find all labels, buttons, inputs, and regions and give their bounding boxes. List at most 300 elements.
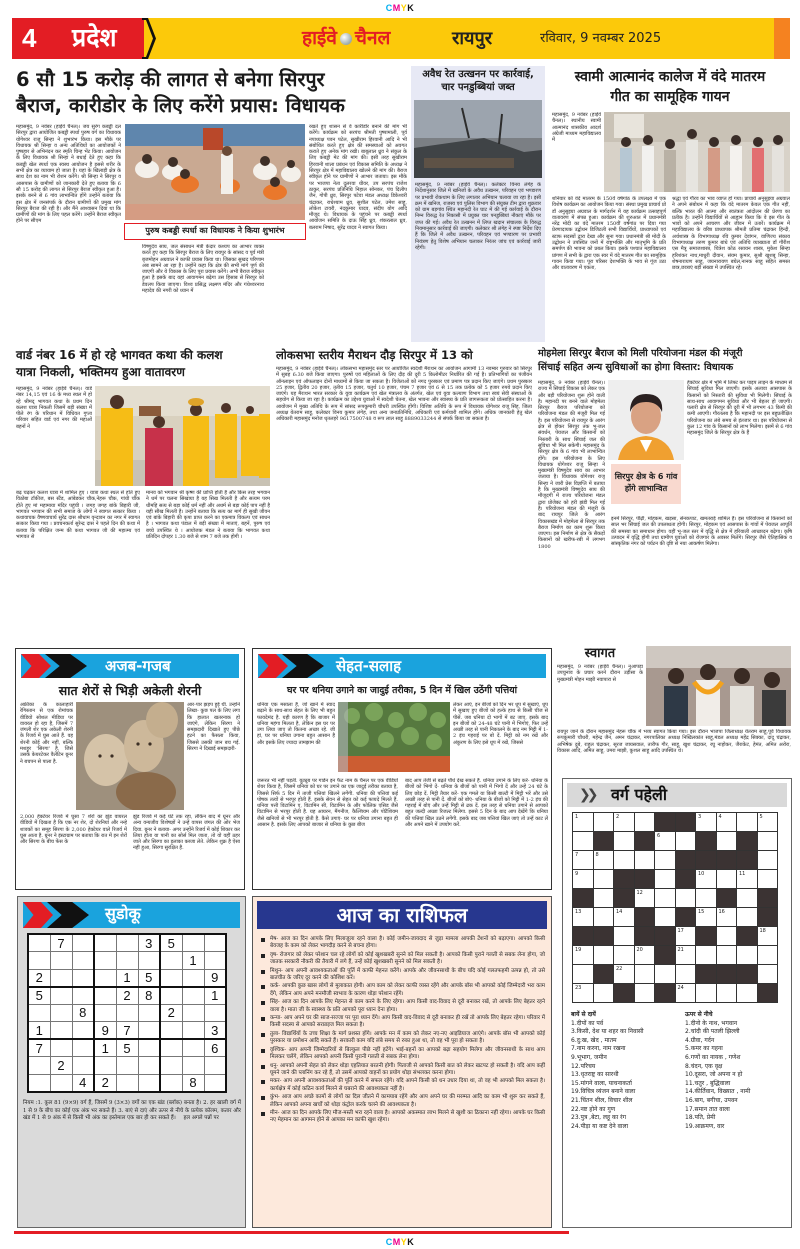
crossword-black-cell	[716, 851, 737, 870]
crossword-cell[interactable]: 1	[573, 813, 594, 832]
sudoku-cell[interactable]	[72, 934, 94, 952]
crossword-row	[573, 889, 778, 908]
crossword-cell[interactable]	[593, 984, 614, 1003]
article-kalash-col-2: मानव को भगवान श्री कृष्ण की प्राप्ति होती है और किस तरह भगवान ने धर्म पर चलना सिखाया है यह सिख मिलती है और सत्यम परम धीमहि सत्य से बड़ा कोई धर्म नहीं और अधर्म से बड़ा कोई पाप नहीं है यही सीख मिलती है। उन्होंने बताया कि सत्य का मार्ग ही सुखी जीवन एवं बांके बिहारी की कृपा प्राप्त करने का एकमात्र विकल्प एवं साधन है । भागवत कथा पंडाल में बड़ी संख्या में माताएं, बहनें, पुरुष एवं बच्चे उपस्थित थे । आयोजक मंडल ने बताया कि भागवत कथा प्रतिदिन दोपहर 1.30 बजे से शाम 7 बजे तक होगी ।	[146, 490, 270, 541]
sudoku-solution-note: हल अगले पन्नों पर	[183, 1115, 219, 1122]
crossword-grid[interactable]	[572, 812, 778, 1003]
crossword-cell[interactable]: 18	[757, 927, 778, 946]
sudoku-cell: 7	[50, 934, 72, 952]
crossword-cell[interactable]	[614, 927, 635, 946]
crossword-cell[interactable]	[634, 851, 655, 870]
sudoku-cell: 2	[94, 1074, 116, 1092]
crossword-cell[interactable]: 11	[737, 870, 758, 889]
sudoku-cell[interactable]	[138, 1057, 160, 1075]
sudoku-cell[interactable]	[182, 1022, 204, 1040]
sudoku-title: सुडोकू	[105, 904, 141, 923]
crossword-cell[interactable]: 15	[696, 908, 717, 927]
article-lioness-col-2: आर-पार झड़प हुई थी. उन्होंने लिखा- कुछ पल के लिए लगा कि हालात खतरनाक हो जाएंगे, लेकिन सिरगा ने समझदारी दिखाते हुए पीछे हटने का फैसला किया, जिससे उसकी जान बच गई. सिरगा ने दिखाई समझदारी-	[187, 702, 240, 753]
sudoku-cell: 3	[138, 934, 160, 952]
cmyk-registration-top	[0, 3, 800, 13]
crossword-black-cell	[757, 908, 778, 927]
crossword-black-cell	[593, 832, 614, 851]
crossword-black-cell	[634, 927, 655, 946]
sudoku-cell[interactable]	[138, 1004, 160, 1022]
crossword-cell[interactable]	[634, 965, 655, 984]
sudoku-row	[28, 1004, 226, 1022]
sudoku-cell[interactable]	[116, 1057, 138, 1075]
crossword-row	[573, 851, 778, 870]
sehat-salah-title: सेहत-सलाह	[336, 657, 402, 675]
sudoku-cell[interactable]	[50, 952, 72, 970]
sudoku-cell: 6	[204, 1039, 226, 1057]
sudoku-cell[interactable]	[94, 1057, 116, 1075]
clue-across: 19.विचित्र व्यंजन बनाने वाला	[571, 1088, 636, 1096]
clue-across: 12.परिचय	[571, 1062, 596, 1070]
crossword-cell[interactable]	[614, 832, 635, 851]
crossword-cell[interactable]: 4	[716, 813, 737, 832]
crossword-black-cell	[634, 870, 655, 889]
crossword-cell[interactable]	[593, 889, 614, 908]
crossword-cell[interactable]	[716, 870, 737, 889]
sudoku-cell[interactable]	[50, 1074, 72, 1092]
horoscope-title: आज का राशिफल	[257, 901, 547, 929]
crossword-cell[interactable]	[573, 832, 594, 851]
headline-line-2: बैराज, कारीडोर के लिए करेंगे प्रयास: विधायक	[16, 94, 345, 117]
horoscope-item: कुंभ- आज आप अच्छे कामों से लोगों का दिल जीतने में कामयाब रहेंगे और आप अपने घर की मरम्मत आदि का काम भी शुरू कर सकते हैं, लेकिन आपको अपना खर्चों को थोड़ा कंट्रोल करके चलने की आवश्यकता है।	[261, 1094, 545, 1109]
crossword-row	[573, 984, 778, 1003]
article-lioness-col-1b: 2,000 हेक्टेयर रिजर्व में घुसा 7 शेरों का झुंड वायरल वीडियो में दिखता है कि एक नर शेर, दो शेरनियां और नन्हे शावकों का समूह सिरगा के 2,000 हेक्टेयर वाले रिजर्व में घुस आता है. ग्रूनर ने इंस्टाग्राम पर बताया कि रात में इन शेरों और सिरगा के बीच फेंस के	[20, 814, 127, 846]
crossword-row	[573, 870, 778, 889]
sudoku-cell[interactable]	[72, 987, 94, 1005]
sudoku-grid[interactable]	[27, 933, 227, 1093]
sudoku-cell[interactable]	[182, 1004, 204, 1022]
headline-line-1: मोहमेला सिरपुर बैराज को मिली परियोजना मंडल की मंजूरी	[538, 348, 743, 359]
crossword-cell[interactable]: 20	[634, 946, 655, 965]
clue-across: 22.नष्ट होने का गुण	[571, 1105, 616, 1113]
sudoku-cell[interactable]	[50, 1004, 72, 1022]
sudoku-cell[interactable]	[50, 1039, 72, 1057]
horoscope-item: कन्या- आप अपने घर की साज-सज्जा पर पूरा ध्यान देंगे। आप किसी वाद-विवाद से दूरी बनाकर ही रखें तो आपके लिए बेहतर रहेगा। परिवार में किसी सदस्य से आपको सरप्राइज मिल सकता है।	[261, 1015, 545, 1030]
sudoku-cell[interactable]	[72, 1022, 94, 1040]
sudoku-row	[28, 1057, 226, 1075]
crossword-black-cell	[655, 946, 676, 965]
crossword-black-cell	[655, 984, 676, 1003]
red-chevron-icon	[21, 654, 51, 678]
crossword-cell[interactable]	[593, 908, 614, 927]
sudoku-cell: 2	[50, 1057, 72, 1075]
sudoku-cell: 4	[72, 1074, 94, 1092]
clue-across: 9.भूभाग, जमीन	[571, 1053, 607, 1061]
sudoku-cell[interactable]	[28, 1057, 50, 1075]
black-chevron-icon	[282, 654, 324, 678]
sudoku-cell: 1	[182, 952, 204, 970]
crossword-cell[interactable]: 21	[675, 946, 696, 965]
horoscope-item: तुला- विद्यार्थियों के उच्च शिक्षा के मार्ग प्रशस्त होंगे। आपके मन में काम को लेकर नए-नए आइडियाज आएंगे। आपके बॉस भी आपको कोई पुरस्कार या प्रमोशन आदि सकते हैं। सरकारी काम यदि लंबे समय से रुका हुआ था, तो वह भी पूरा हो सकता है।	[261, 1031, 545, 1046]
sudoku-cell[interactable]	[160, 1039, 182, 1057]
sudoku-cell[interactable]	[160, 1074, 182, 1092]
cmyk-m: M	[392, 3, 401, 13]
crossword-cell[interactable]	[737, 813, 758, 832]
sudoku-cell[interactable]	[138, 1022, 160, 1040]
crossword-cell[interactable]: 5	[757, 813, 778, 832]
article-vande-col-1a: महासमुंद, 9 नवंबर (हाईवे चैनल)। स्थानीय स्वामी आत्मानंद शासकीय आदर्श अंग्रेजी माध्यम महाविद्यालय में	[552, 112, 601, 144]
crossword-panel	[562, 778, 792, 1228]
sudoku-cell[interactable]	[116, 952, 138, 970]
crossword-cell[interactable]: 23	[573, 984, 594, 1003]
article-barrage-col-3: रखते हुए शासन से वे कारीडोर बनाने की मांग भी करेंगे। कार्यक्रम को सरपंच श्रीमती पुष्पामाली, पूर्व नपाध्यक्ष पवन पटेल, सुखीराम हिरवानी आदि ने भी संबोधित करते हुए क्षेत्र की समस्याओं को अवगत कराते हुए अनेक मांग रखी। बाबूलाल ध्रुव ने संकुल के लिए कबड्डी मेट की मांग की। इसी तरह सुखीराम हिरवानी शाला प्रबंधन एवं विकास समिति के अध्यक्ष ने सिरपुर क्षेत्र में महाविद्यालय खोलने की मांग की। बैराज स्वीकृत होने पर ग्रामीणों ने आभार जताया। इस मौके पर भाजपा नेता दुलरवा धीवर, उप सरपंच राजेश ठाकुर, सरपंच प्रतिनिधि निहाल सोनकर, पंच दिलीप जैन, गोपी ध्रुव, सिरपुर पटेवा मंडल अध्यक्ष डिकेश्वरी चंद्राकर, राधेश्याम ध्रुव, सुशील पटेल, उमेश साहू, लोकेश टावरी, नंदकुमार यादव, संदीप योग आदि मौजूद थे। विधायक के पहुंचने पर कबड्डी स्पर्धा आयोजन समिति के दाऊ सिंह ध्रुव, शंकरलाल ध्रुव, बलराम निषाद, सुरेंद्र यादव ने स्वागत किया।	[309, 124, 407, 231]
headline-mohmela	[538, 347, 792, 375]
crossword-cell[interactable]	[716, 984, 737, 1003]
crossword-cell[interactable]	[593, 813, 614, 832]
crossword-cell[interactable]: 14	[614, 908, 635, 927]
clue-down: 11.चतुर , बुद्धिवाला	[685, 1079, 731, 1087]
crossword-cell[interactable]: 13	[573, 908, 594, 927]
crossword-black-cell	[655, 813, 676, 832]
crossword-cell[interactable]	[655, 889, 676, 908]
horoscope-item: वृश्चिक- आप अपनी जिम्मेदारियों से बिल्कुल पीछे नहीं हटेंगे। भाई-बहनों का आपको बढ़ा सहयोग मिलेगा और जीवनसाथी के साथ आप मिलकर चलेंगे, लेकिन आपको अपनी किसी पुरानी गलती से सबक लेना होगा।	[261, 1047, 545, 1062]
page-number: 4	[22, 23, 37, 53]
headline-barrage	[16, 67, 408, 119]
chevron-right-icon	[142, 18, 156, 59]
crossword-cell[interactable]	[655, 908, 676, 927]
crossword-black-cell	[614, 870, 635, 889]
sudoku-cell: 1	[116, 969, 138, 987]
crossword-cell[interactable]: 3	[696, 813, 717, 832]
sudoku-cell[interactable]	[204, 1057, 226, 1075]
masthead-orange-tab	[774, 18, 790, 59]
coriander-photo	[338, 702, 450, 772]
crossword-cell[interactable]: 8	[593, 851, 614, 870]
crossword-cell[interactable]	[634, 813, 655, 832]
sudoku-cell: 5	[160, 934, 182, 952]
sudoku-cell[interactable]	[182, 1039, 204, 1057]
article-vande-col-2: श्रद्धा एवं गौरव का भाव व्याप्त हो गया। प्राचार्य अनुसुइया अग्रवाल ने अपने संबोधन में कहा कि वंदे मातरम केवल एक गीत नहीं, बल्कि भारत की आत्मा और स्वतंत्रता आंदोलन की प्रेरणा का प्रतीक है। उन्होंने विद्यार्थियों से आह्वान किया कि वे इस गीत के भावों को अपने आचरण और जीवन में उतारें। कार्यक्रम में महाविद्यालय के वरिष्ठ प्राध्यापक श्रीमती प्रतिमा चंद्राकर हिन्दी, अर्थशास्त्र के विभागाध्यक्ष रवि कुमार देवांगन, वाणिज्य संकाय विभागाध्यक्ष तरुण कुमार बांधे एवं अतिथि व्याख्याता डॉ गौरीश एस मैत्रू समाजशास्त्र, चित्रेश कोठ रसायन शास्त्र, मुकेश सिन्हा हरिशंकर नाथ,माधुरी दीवान, संयम कुमार, सुश्री खुशबू सिन्हा, शेषनारायण साहू, जयनारायण बघेल,नानक साहू सहित समस्त छात्र,छात्राएं बड़ी संख्या में उपस्थित रहे।	[672, 196, 790, 272]
sudoku-cell[interactable]	[138, 1074, 160, 1092]
sudoku-cell[interactable]	[182, 969, 204, 987]
horoscope-item: मेष- आज का दिन आपके लिए मिलाजुला रहने वाला है। कोई जमीन-जायदाद से जुड़ा मामला आपकी टेंशनों को बढ़ाएगा। आपको किसी बेवजह के काम को लेकर भागदौड़ करने से बचना होगा।	[261, 936, 545, 951]
sudoku-row	[28, 987, 226, 1005]
article-coriander-col-1b: जरूरत भी नहीं पड़ती. यूट्यूब पर गार्डन इन फैट नाम के चैनल पर एक वीडियो शेयर किया है, जिसमें धनिया को घर पर उगाने का एक जादुई तरीका बताया है, जिससे सिर्फ 5 दिन में ताजी पत्तियां खिलने लगेंगी. धनिया की पत्तियां कई पोषक तत्वों से भरपूर होती हैं. इसके सेवन से सेहत को कई फायदे मिलते हैं. धनिया पत्ती विटामिन ए, विटामिन सी, विटामिन के और फोलिक एसिड जैसे विटामिन से भरपूर होती है. यह आयरन, मैंगनीज, कैल्शियम और पोटैशियम जैसे खनिजों से भी भरपूर होती है. कैसे उगाएं- घर पर धनिया उगाना बहुत ही आसान है. इसके लिए आपको बाजार से धनिया के कुछ बीज	[257, 778, 398, 829]
kabaddi-event-photo	[125, 124, 305, 220]
sudoku-cell[interactable]	[160, 987, 182, 1005]
crossword-row	[573, 832, 778, 851]
masthead	[12, 18, 790, 59]
horoscope-item: मिथुन- आप अपनी आवश्यकताओं की पूर्ति में काफी मेहनत करेंगे। आपके और जीवनसाथी के बीच यदि कोई गलतफहमी उत्पन्न हो, तो उसे बातचीत के जरिए दूर करने की कोशिश करें।	[261, 968, 545, 983]
article-kalash-col-1a: महासमुंद, 9 नवंबर (हाईवे चैनल)। वार्ड नंबर 14,15 एवं 16 के मध्य स्थल में हो रहे श्रीमद् भागवत कथा के प्रथम दिन कलश यात्रा निकली जिसमें बड़ी संख्या में पीले रंग के परिधान में विधिवत गुप्ता परिवार सहित वार्ड एवं नगर की महाओं बहनों ने	[16, 386, 92, 430]
clue-across: 15.मांगने वाला, याचनाकर्ता	[571, 1079, 632, 1087]
crossword-black-cell	[737, 832, 758, 851]
sudoku-cell[interactable]	[28, 934, 50, 952]
headline-line-1: वार्ड नंबर 16 में हो रहे भागवत कथा की कलश	[16, 348, 223, 362]
clue-across: 7.नाम करना, नाम रखना	[571, 1045, 626, 1053]
crossword-black-cell	[716, 965, 737, 984]
crossword-cell[interactable]	[757, 870, 778, 889]
photo-caption-mohmela: सिरपुर क्षेत्र के 6 गांव होंगे लाभान्वित	[611, 464, 681, 504]
sudoku-cell: 5	[28, 987, 50, 1005]
ajab-gajab-title: अजब-गजब	[105, 657, 171, 675]
photo-caption-kabaddi: पुरुष कबड्डी स्पर्धा का विधायक ने किया शुभारंभ	[124, 223, 306, 240]
cmyk-c: C	[385, 1237, 393, 1247]
sudoku-cell: 9	[204, 969, 226, 987]
headline-vande-mataram	[550, 67, 790, 107]
headline-sand-mining: अवैध रेत उत्खनन पर कार्रवाई, चार पनडुब्बियां जब्त	[422, 69, 534, 93]
sudoku-cell[interactable]	[160, 1057, 182, 1075]
kalash-yatra-photo	[95, 386, 270, 486]
crossword-cell[interactable]	[655, 965, 676, 984]
headline-line-2: गीत का सामूहिक गायन	[610, 89, 730, 105]
clue-down: 17.समान तात वाला	[685, 1105, 730, 1113]
sudoku-rules-text: नियम :1. कुल 81 (9×9) वर्ग हैं, जिसमें 9 (3×3) वर्गों का एक खंड (ब्लॉक) बनता है। 2. हर खाली वर्ग में 1 से 9 के बीच का कोई एक अंक भर सकते हैं। 3. बाएं से दाएं और ऊपर से नीचे के प्रत्येक कॉलम, कतार और खंड में 1 से 9 अंक में से किसी भी अंक का इस्तेमाल एक बार ही कर सकते हैं।	[23, 1100, 241, 1122]
sudoku-cell[interactable]	[28, 1004, 50, 1022]
ajab-gajab-banner	[21, 654, 239, 678]
crossword-cell[interactable]	[675, 889, 696, 908]
crossword-cell[interactable]	[696, 984, 717, 1003]
crossword-cell[interactable]	[675, 965, 696, 984]
crossword-black-cell	[655, 927, 676, 946]
clue-down: 16.बाग, बगीचा, उपवन	[685, 1096, 738, 1104]
crossword-title: वर्ग पहेली	[611, 785, 668, 804]
sudoku-cell[interactable]	[50, 969, 72, 987]
article-coriander-col-2b: बाद आप तेजी से बढ़ते पौधे देख सकते हैं. धनिया उगाने के लिए करें- धनिया के बीजों को भिगो दें- धनिया के बीजों को पानी में भिगो दें और उन्हें 24 घंटे के लिए छोड़ दें. मिट्टी तैयार करें- एक गमले या किसी बाल्टी में मिट्टी भरें और उसे अच्छी तरह से पानी दें. बीजों को बोएं- धनिया के बीजों को मिट्टी में 1-2 इंच की गहराई में बोएं और उन्हें मिट्टी से ढक दें. इस तरह से धनिया उगाने से आपको बहुत जल्दी अच्छा रिजल्ट मिलेगा. इससे 5 दिन के बाद आप देखेंगे कि धनिया की पत्तियां खिल उठने लगेंगी. इसके बाद जब पत्तियां खिल जाएं तो उन्हें काट लें और अपने खाने में उपयोग करें.	[405, 778, 548, 829]
sudoku-cell[interactable]	[160, 1022, 182, 1040]
sudoku-row	[28, 934, 226, 952]
red-chevron-icon	[23, 902, 53, 928]
sudoku-cell: 7	[116, 1022, 138, 1040]
sudoku-rules	[23, 1100, 241, 1123]
sudoku-cell[interactable]	[72, 969, 94, 987]
sudoku-row	[28, 1039, 226, 1057]
crossword-black-cell	[696, 965, 717, 984]
sudoku-cell[interactable]	[72, 1039, 94, 1057]
red-chevron-icon	[258, 654, 288, 678]
crossword-banner	[567, 783, 787, 807]
sudoku-cell[interactable]	[28, 952, 50, 970]
clue-across: 21.चिंतन शील, विचार शील	[571, 1096, 633, 1104]
sudoku-cell: 2	[28, 969, 50, 987]
clue-down: 5.कमर का गहना	[685, 1045, 723, 1053]
clue-across: 3.किसी, देश या शहर का निवासी	[571, 1028, 644, 1036]
lions-photo	[76, 702, 184, 810]
crossword-cell[interactable]: 6	[655, 832, 676, 851]
sudoku-cell: 8	[72, 1004, 94, 1022]
edition-date: रविवार, 9 नवम्बर 2025	[540, 31, 662, 46]
crossword-cell[interactable]	[716, 946, 737, 965]
crossword-cell[interactable]	[655, 870, 676, 889]
horoscope-item: मीन- आज का दिन आपके लिए मौज-मस्ती भरा रहने वाला है। आपको अकस्मात लाभ मिलने से खुशी का ठिकाना नहीं रहेगा। आपके घर किसी नए मेहमान का आगमन होने से आपका मन काफी खुश रहेगा।	[261, 1110, 545, 1125]
crossword-cell[interactable]	[757, 851, 778, 870]
horoscope-list	[253, 933, 551, 1125]
crossword-black-cell	[757, 889, 778, 908]
headline-line-2: सिंचाई सहित अन्य सुविधाओं का होगा विस्तार: विधायक	[538, 362, 734, 373]
crossword-cell[interactable]	[634, 984, 655, 1003]
sudoku-cell: 9	[94, 1022, 116, 1040]
mla-portrait-photo	[608, 380, 684, 460]
headline-swagat: स्वागत	[584, 646, 616, 661]
crossword-cell[interactable]	[716, 927, 737, 946]
crossword-cell[interactable]	[757, 832, 778, 851]
crossword-cell[interactable]	[757, 946, 778, 965]
sudoku-cell[interactable]	[204, 952, 226, 970]
crossword-cell[interactable]	[593, 870, 614, 889]
crossword-row	[573, 965, 778, 984]
sudoku-cell[interactable]	[204, 1074, 226, 1092]
sudoku-cell: 1	[204, 987, 226, 1005]
crossword-cell[interactable]	[655, 851, 676, 870]
crossword-cell[interactable]: 9	[573, 870, 594, 889]
sudoku-cell[interactable]	[94, 952, 116, 970]
cmyk-registration-bottom	[0, 1237, 800, 1247]
clue-down: 1.दीनो के नाथ, भगवान	[685, 1019, 738, 1027]
crossword-cell[interactable]	[737, 946, 758, 965]
crossword-black-cell	[716, 889, 737, 908]
crossword-cell[interactable]: 16	[716, 908, 737, 927]
sudoku-row	[28, 969, 226, 987]
crossword-black-cell	[675, 813, 696, 832]
clue-across: 23.पुत्र ,बेटा, लहू का रंग	[571, 1114, 626, 1122]
crossword-black-cell	[593, 965, 614, 984]
article-lioness-col-2b: झुंड रिजर्व में कई घंटे तक रहा, लेकिन बाद में ग्रूनर और अन्य वन्यजीव विशेषज्ञों ने उन्हें वापस जंगल की ओर भेज दिया. ग्रूनर ने बताया- अगर उन्होंने रिजर्व में कोई शिकार कर लिया होता या पानी का सोर्स मिल जाता, तो वो वहीं ठहर जाते और सिरगा का इलाका कब्जा लेते. लेकिन शुक्र है ऐसा नहीं हुआ, सिरगा सुरक्षित है.	[133, 814, 240, 852]
article-mohmela-col-1: महासमुंद, 9 नवंबर (हाईवे चैनल)। राज्य में सिंचाई विकास को लेकर एक और बड़ी परियोजना शुरू होने वाली है। महानदी पर बनने वाले मोहमेला सिरपुर बैराज परियोजना को परियोजना मंडल की मंजूरी मिल गई है। इस परियोजना से रायपुर के आरंग क्षेत्र से होकर सिरपुर तक भू-जल संवर्धन, पेयजल और किसानों को निस्तारी के साथ सिंचाई जल की सुविधा भी मिल सकेगी। महासमुंद के सिरपुर क्षेत्र के 6 गांव भी लाभान्वित होंगे। इस परियोजना के लिए विधायक योगेश्वर राजू सिन्हा ने मुख्यमंत्री विष्णुदेव साय का आभार जताया है। विधायक योगेश्वर राजू सिन्हा ने जारी प्रेस विज्ञप्ति में बताया है कि मुख्यमंत्री विष्णुदेव साय की मौजूदगी में राज्य परियोजना मंडल द्वारा प्रोजेक्ट को हरी झंडी मिल गई है। परियोजना मंडल की मंजूरी के बाद रायपुर जिले के आरंग विकासखंड में मोहमेला से सिरपुर तक बैराज निर्माण का काम शुरू किया जाएगा। इस निर्माण से क्षेत्र के सैकड़ों किसानों को खरीफ-रबी में लगभग 1800	[538, 380, 605, 550]
clue-down: 18.पति, प्रेमी	[685, 1114, 716, 1122]
sudoku-row	[28, 1074, 226, 1092]
sudoku-cell[interactable]	[50, 1022, 72, 1040]
crossword-black-cell	[737, 965, 758, 984]
sudoku-row	[28, 952, 226, 970]
crossword-cell[interactable]	[757, 965, 778, 984]
crossword-black-cell	[675, 870, 696, 889]
clue-down: 4.ग्रीवा, गर्दन	[685, 1036, 715, 1044]
sudoku-cell[interactable]	[138, 952, 160, 970]
sudoku-cell[interactable]	[94, 969, 116, 987]
section-title: प्रदेश	[72, 23, 117, 52]
headline-kalash-yatra	[16, 347, 270, 381]
clues-across	[571, 1011, 681, 1131]
horoscope-item: धनु- आपको अपनी सेहत को लेकर थोड़ा एहतियात बरतनी होगी। पिताजी से आपको किसी बात को लेकर खटपट हो सकती है। यदि आप कहीं घूमने जाने की प्लानिंग कर रहे हैं, तो उसमें आपको वाहनों का प्रयोग थोड़ा संभलकर करना होगा।	[261, 1063, 545, 1078]
sudoku-cell[interactable]	[160, 969, 182, 987]
crossword-row	[573, 813, 778, 832]
crossword-cell[interactable]	[614, 946, 635, 965]
sudoku-cell[interactable]	[182, 1057, 204, 1075]
cmyk-m: M	[392, 1237, 401, 1247]
headline-coriander: घर पर धनिया उगाने का जादुई तरीका, 5 दिन में खिल उठेंगी पत्तियां	[286, 685, 518, 696]
cmyk-k: K	[407, 3, 415, 13]
clue-across: 24.पीड़ा या कष्ट देने वाला	[571, 1122, 629, 1130]
crossword-cell[interactable]: 10	[696, 870, 717, 889]
sudoku-cell[interactable]	[182, 934, 204, 952]
sudoku-cell[interactable]	[116, 934, 138, 952]
crossword-black-cell	[675, 851, 696, 870]
horoscope-item: सिंह- आज का दिन आपके लिए मेहनत से काम करने के लिए रहेगा। आप किसी वाद-विवाद से दूरी बनाकर रखें, तो आपके लिए बेहतर रहने वाला है। माता जी के स्वास्थ्य के प्रति आपको पूरा ध्यान देना होगा।	[261, 999, 545, 1014]
crossword-cell[interactable]	[737, 889, 758, 908]
headline-line-1: 6 सौ 15 करोड़ की लागत से बनेगा सिरपुर	[16, 68, 325, 91]
brand-word-2: चैनल	[354, 27, 391, 49]
crossword-cell[interactable]: 2	[614, 813, 635, 832]
crossword-black-cell	[634, 908, 655, 927]
sudoku-cell[interactable]	[50, 987, 72, 1005]
crossword-cell[interactable]: 7	[573, 851, 594, 870]
crossword-cell[interactable]	[593, 946, 614, 965]
crossword-cell[interactable]	[737, 908, 758, 927]
article-sand-mining: महासमुंद, 9 नवंबर (हाईवे चैनल)। कलेक्टर विनय लंगेह के निर्देशानुसार जिले में खनिजों के अवैध उत्खनन, परिवहन एवं भण्डारण पर प्रभावी रोकथाम के लिए लगातार अभियान चलाया जा रहा है। इसी क्रम में खनिज, राजस्व एवं पुलिस विभाग की संयुक्त टीम द्वारा शुक्रवार को ग्राम बड़गांव स्थित महानदी रेत घाट में की गई कार्रवाई के दौरान निम्न विरुद्ध रेत निकासी में प्रयुक्त चार पनडुब्बियां नौकाएं मौके पर जप्त की गई। अवैध रेत उत्खनन में लिप्त खदान संचालक के विरुद्ध नियमानुसार कार्रवाई की जाएगी। कलेक्टर श्री लंगेह ने स्पष्ट निर्देश दिए हैं कि जिले में अवैध उत्खनन, परिवहन एवं भण्डारण पर प्रभावी नियंत्रण हेतु विशेष अभियान चलाकर निरंतर जांच एवं कार्रवाई जारी रहेगी।	[415, 182, 541, 251]
sudoku-cell: 2	[160, 1004, 182, 1022]
double-chevron-icon: ❯❯	[579, 787, 595, 803]
crossword-cell[interactable]	[573, 965, 594, 984]
sudoku-cell[interactable]	[72, 952, 94, 970]
crossword-cell[interactable]	[696, 889, 717, 908]
sudoku-cell[interactable]	[72, 1057, 94, 1075]
article-lioness-col-1: अफ्रीका के कालाहारी रेगिस्तान से एक रोमांचक वीडियो सोशल मीडिया पर वायरल हो रहा है, जिसमें 7 जंगली शेर एक अकेली शेरनी के रिजर्व में घुस आते हैं. वह शेरनी कोई और नहीं, बल्कि मशहूर 'सिरगा' है, जिसे उसके केयरटेकर वैलेंटिन ग्रूनर ने बचपन से पाला है.	[20, 702, 73, 765]
article-swagat-body: रायपुर जाने के दौरान महासमुंद नेहरू चौक में भव्य स्वागत किया गया। इस दौरान भाजपा जिलाध्यक्ष येतराम साहू,पूर्व विधायक रूपकुमारी चौधरी, महेन्द्र जैन, अमन चंद्राकर, नगरपालिका अध्यक्ष निखिलकांत साहू,मंडल अध्यक्ष महेंद्र सिक्का, दादू चंद्राकर, अभिषेक दुबे, राहुल चंद्राकर, सूरज जायसवाल, तारीफ गौर, साहू, खुश चंद्राकर, रघु नाहोकर, जैराकेट, हेमंत, अमित अरोरा, विकास आदि, अमित साहू, उमरा माझी, कुशल साहू आदि उपस्थित थे।	[557, 729, 791, 754]
crossword-cell[interactable]: 22	[614, 965, 635, 984]
sudoku-cell[interactable]	[94, 934, 116, 952]
crossword-black-cell	[614, 984, 635, 1003]
clues-down	[685, 1011, 789, 1131]
clues-across-title: बायें से दायें	[571, 1011, 596, 1018]
crossword-cell[interactable]	[737, 984, 758, 1003]
article-kalash-col-1b: बढ़ चढ़कर कलश यात्रा में शामिल हुए । यात्रा कथा स्थल से होते हुए विठोबा टॉकीज, बस स्टैंड, आंबेडकर चौक,नेहरू चौक, गांधी चौक होते हुए मां महामाया मंदिर पहुंची । जगह जगह बांके बिहारी जी, भागवत भगवान की सभी समाज के लोगों ने स्वागत सत्कार किया । कथावाचक वैष्णवाचार्य सुरेंद्र दास श्रीधाम वृन्दावन का नगर में स्वागत सत्कार किया गया । प्रवचनकर्ता सुरेन्द्र दास ने पहले दिन की कथा में बताया कि परिक्षित जन्म की कथा भागवत जी की महात्म्य एवं भागवत से	[16, 490, 140, 541]
crossword-cell[interactable]: 19	[573, 946, 594, 965]
headline-line-1: स्वामी आत्मानंद कालेज में वंदे मातरम	[574, 69, 766, 85]
horoscope-item: कर्क- आपकी कुछ खास लोगों से मुलाकात होगी। आप काम को लेकर काफी व्यस्त रहेंगे और आपके बॉस भी आपको कोई जिम्मेदारी भरा काम देंगे, लेकिन आप अपने मनमौजी स्वभाव के कारण थोड़ा परेशान रहेंगे।	[261, 983, 545, 998]
clue-down: 6.गणों का नायक , गणेश	[685, 1053, 741, 1061]
sudoku-cell[interactable]	[94, 987, 116, 1005]
black-chevron-icon	[45, 654, 87, 678]
crossword-cell[interactable]	[696, 946, 717, 965]
crossword-cell[interactable]: 17	[675, 927, 696, 946]
sudoku-cell: 8	[182, 1074, 204, 1092]
crossword-row	[573, 927, 778, 946]
crossword-black-cell	[573, 927, 594, 946]
brand-logo	[302, 26, 390, 51]
horoscope-item: मकर- आप अपनी आवश्यकताओं की पूर्ति करने में सफल रहेंगे। यदि आपने किसी को धन उधार दिया था, तो वह भी आपको मिल सकता है। कार्यक्षेत्र में कोई कठिन कार्य मिलने से घबराने की आवश्यकता नहीं है।	[261, 1078, 545, 1093]
sudoku-cell[interactable]	[116, 1074, 138, 1092]
horoscope-panel	[252, 896, 552, 1228]
sudoku-cell[interactable]	[182, 987, 204, 1005]
sudoku-cell[interactable]	[116, 1004, 138, 1022]
crossword-cell[interactable]	[716, 832, 737, 851]
crossword-black-cell	[696, 927, 717, 946]
sudoku-cell[interactable]	[94, 1004, 116, 1022]
crossword-cell[interactable]	[675, 832, 696, 851]
crossword-row	[573, 908, 778, 927]
sudoku-cell: 3	[204, 1022, 226, 1040]
crossword-cell[interactable]	[614, 851, 635, 870]
article-swagat-col-1: महासमुंद, 9 नवंबर (हाईवे चैनल)। नुआपड़ा उपचुनाव के प्रचार करने दौरान उड़ीसा के मुख्यमंत्री मोहन माझी नवापारा से	[557, 664, 643, 683]
crossword-cell[interactable]: 12	[634, 889, 655, 908]
sehat-salah-banner	[258, 654, 546, 678]
sudoku-cell: 8	[138, 987, 160, 1005]
sudoku-cell[interactable]	[204, 934, 226, 952]
cmyk-y: Y	[400, 3, 408, 13]
crossword-black-cell	[696, 832, 717, 851]
cm-welcome-photo	[646, 646, 791, 726]
sudoku-cell[interactable]	[160, 952, 182, 970]
sudoku-row	[28, 1022, 226, 1040]
sudoku-cell[interactable]	[204, 1004, 226, 1022]
article-mohmela-col-2: हेक्टेयर क्षेत्र में भूमि में लिफ्ट कर पाइप लाइन के माध्यम से सिंचाई सुविधा मिल जाएगी। इसके अलावा आसपास के किसानों को निस्तारी की सुविधा भी मिलेगी। सिंचाई के साथ-साथ आवागमन सुविधा और भी बेहतर हो जाएगी। पलारी क्षेत्र से सिरपुर की दूरी में भी लगभग 43 किमी की कमी आएगी। गौरतलब है कि महानदी पर इस बहुप्रतीक्षित परियोजना का लंबे समय से इंतजार था। इस परियोजना से कुल 12 गांव के किसानों को लाभ मिलेगा। इसमें से 6 गांव महासमुंद जिले के सिरपुर क्षेत्र के हैं	[687, 380, 792, 437]
headline-lioness: सात शेरों से भिड़ी अकेली शेरनी	[58, 683, 202, 698]
sudoku-cell: 2	[116, 987, 138, 1005]
horoscope-item: वृष- रोजगार को लेकर परेशान चल रहे लोगों को कोई खुशखबरी सुनने को मिल सकती है। आपको किसी पुराने गलती से सबक लेना होगा, जो जातक सरकारी नौकरी की तैयारी में लगे हैं, उन्हें कोई खुशखबरी सुनने को मिल सकती है।	[261, 952, 545, 967]
article-coriander-col-1: धनिया एक मसाला है, जो खाने में स्वाद बढ़ाने के साथ-साथ सेहत के लिए भी बहुत फायदेमंद है. यही कारण है कि बाजार में धनिया महंगा मिलता है, लेकिन इस घर पर उगा लिया जाए तो कितना अच्छा रहे. जी हां, घर पर धनिया उगाना बहुत आसान है और इसके लिए ज्यादा तामझाम की	[257, 702, 335, 746]
sudoku-cell: 1	[28, 1022, 50, 1040]
clues-down-title: ऊपर से नीचे	[685, 1011, 713, 1018]
sudoku-cell[interactable]	[138, 1039, 160, 1057]
crossword-black-cell	[634, 832, 655, 851]
clue-down: 2.चांदी की पतली झिल्ली	[685, 1028, 740, 1036]
sudoku-cell[interactable]	[28, 1074, 50, 1092]
crossword-cell[interactable]: 24	[675, 984, 696, 1003]
